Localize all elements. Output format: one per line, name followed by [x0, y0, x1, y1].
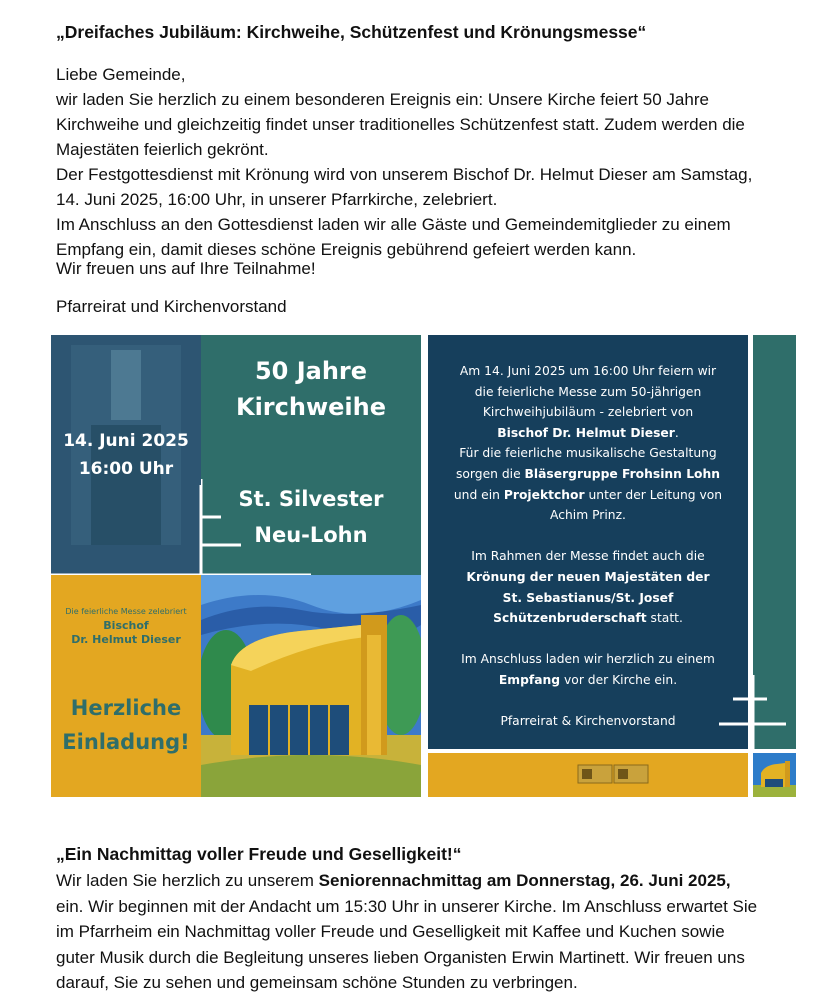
bottom-accent-panel: [428, 753, 748, 797]
church-thumbnail-graphic: [753, 753, 796, 797]
details-signature: Pfarreirat & Kirchenvorstand: [500, 714, 676, 729]
bishop-title: Bischof: [103, 619, 149, 632]
celebrant-note: Die feierliche Messe zelebriert: [65, 607, 187, 616]
details-text: sorgen die: [456, 466, 525, 481]
body-line: Majestäten feierlich gekrönt.: [56, 140, 269, 159]
church-name-line-2: Neu-Lohn: [254, 523, 368, 547]
article-2-body: [56, 868, 778, 996]
anniversary-line-1: 50 Jahre: [254, 357, 368, 385]
body-line: wir laden Sie herzlich zu einem besonderen Ereignis ein: Unsere Kirche feiert 50 Jahre: [56, 90, 709, 109]
details-brass-group: Bläsergruppe Frohsinn Lohn: [524, 466, 720, 481]
event-date-time: 16:00 Uhr: [78, 459, 174, 479]
details-line: Für die feierliche musikalische Gestaltung: [459, 446, 717, 461]
thanks-line: Wir freuen uns auf Ihre Teilnahme!: [56, 259, 316, 278]
body-line: Der Festgottesdienst mit Krönung wird von unserem Bischof Dr. Helmut Dieser am Samstag,: [56, 165, 753, 184]
body-line: guter Musik durch die Begleitung unseres lieben Organisten Erwin Martinett. Wir freuen uns: [56, 947, 745, 967]
details-reception: Empfang: [498, 672, 561, 687]
event-flyer: [51, 335, 796, 798]
details-bishop: Bischof Dr. Helmut Dieser: [497, 425, 675, 440]
body-line: 14. Juni 2025, 16:00 Uhr, in unserer Pfarrkirche, zelebriert.: [56, 190, 498, 209]
event-date-day: 14. Juni 2025: [63, 431, 189, 451]
body-line: [56, 868, 778, 894]
church-thumbnail: [753, 753, 796, 797]
church-name-line-1: St. Silvester: [238, 487, 384, 511]
details-text: vor der Kirche ein.: [560, 672, 678, 687]
details-choir: Projektchor: [503, 487, 585, 502]
details-text: unter der Leitung von: [584, 487, 723, 502]
details-period: .: [674, 425, 679, 440]
details-line: Im Anschluss laden wir herzlich zu einem: [461, 652, 715, 667]
details-line: die feierliche Messe zum 50-jährigen: [474, 384, 702, 399]
body-line: Kirchweihe und gleichzeitig findet unser traditionelles Schützenfest statt. Zudem werden die: [56, 115, 745, 134]
article-1-body: [56, 62, 776, 262]
senior-event-date: Seniorennachmittag am Donnerstag, 26. Juni 2025,: [318, 871, 731, 890]
cross-graphic-right: [51, 335, 796, 798]
details-line: Kirchweihjubiläum - zelebriert von: [482, 405, 694, 420]
details-line: Am 14. Juni 2025 um 16:00 Uhr feiern wir: [459, 364, 717, 378]
details-brotherhood: St. Sebastianus/St. Josef: [502, 590, 674, 605]
body-line: darauf, Sie zu sehen und gemeinsam schöne Stunden zu verbringen.: [56, 973, 578, 992]
details-brotherhood-name: Schützenbruderschaft: [493, 611, 647, 626]
details-coronation: Krönung der neuen Majestäten der: [466, 569, 710, 584]
body-line: Empfang ein, damit dieses schöne Ereignis gebührend gefeiert werden kann.: [56, 240, 637, 259]
details-line: Im Rahmen der Messe findet auch die: [471, 549, 705, 564]
article-1-heading: „Dreifaches Jubiläum: Kirchweihe, Schützenfest und Krönungsmesse“: [56, 22, 647, 42]
body-line: im Pfarrheim ein Nachmittag voller Freude und Geselligkeit mit Kaffee und Kuchen sowie: [56, 922, 725, 941]
anniversary-line-2: Kirchweihe: [235, 393, 386, 421]
article-2-heading: „Ein Nachmittag voller Freude und Geselligkeit!“: [56, 844, 462, 864]
details-text: statt.: [646, 611, 683, 626]
bishop-fullname: Dr. Helmut Dieser: [71, 633, 181, 646]
signature: Pfarreirat und Kirchenvorstand: [56, 297, 287, 316]
body-line: Im Anschluss an den Gottesdienst laden wir alle Gäste und Gemeindemitglieder zu einem: [56, 215, 731, 234]
body-text: Wir laden Sie herzlich zu unserem: [56, 871, 319, 890]
logo-strip: [428, 753, 748, 797]
details-line: Achim Prinz.: [550, 508, 626, 523]
details-text: und ein: [453, 487, 504, 502]
invitation-line-2: Einladung!: [62, 730, 190, 754]
invitation-line-1: Herzliche: [70, 696, 182, 720]
greeting: Liebe Gemeinde,: [56, 65, 186, 84]
body-line: ein. Wir beginnen mit der Andacht um 15:30 Uhr in unserer Kirche. Im Anschluss erwartet Sie: [56, 896, 758, 916]
